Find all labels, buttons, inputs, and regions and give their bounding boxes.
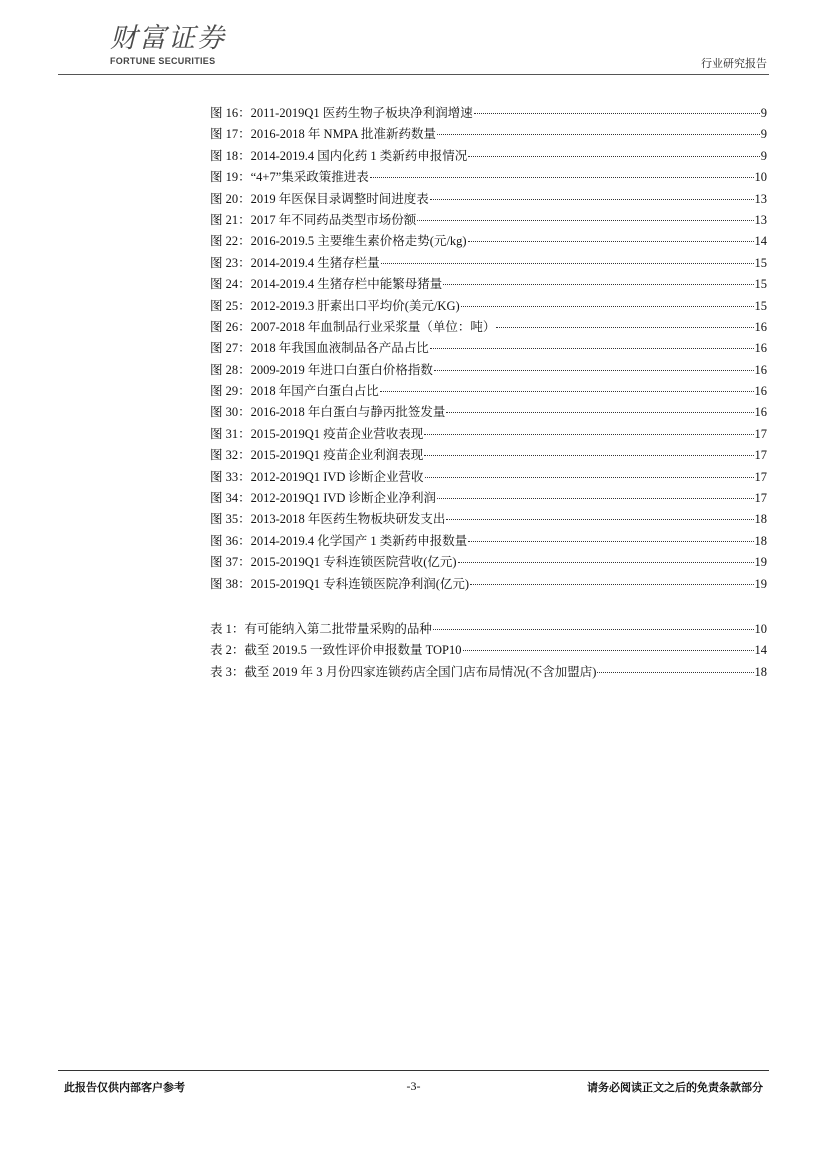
dot-leader [474,113,760,114]
tables-toc-list [210,619,767,683]
figure-toc-entry[interactable] [210,574,767,595]
toc-entry-label: 图 33：2012-2019Q1 IVD 诊断企业营收 [210,469,424,484]
figure-toc-entry[interactable] [210,124,767,145]
dot-leader [443,284,753,285]
figure-toc-entry[interactable] [210,509,767,530]
dot-leader [437,134,760,135]
header-divider [58,74,769,75]
toc-entry-label: 表 3：截至 2019 年 3 月份四家连锁药店全国门店布局情况(不含加盟店) [210,664,597,679]
toc-entry-label: 图 18：2014-2019.4 国内化药 1 类新药申报情况 [210,148,468,163]
toc-entry-label: 图 25：2012-2019.3 肝素出口平均价(美元/KG) [210,298,460,313]
report-type-label: 行业研究报告 [701,57,767,70]
toc-entry-label: 图 17：2016-2018 年 NMPA 批准新药数量 [210,127,436,142]
toc-entry-label: 图 37：2015-2019Q1 专科连锁医院营收(亿元) [210,555,457,570]
toc-entry-label: 图 16：2011-2019Q1 医药生物子板块净利润增速 [210,106,473,120]
dot-leader [468,541,753,542]
figure-toc-entry[interactable] [210,296,767,317]
footer-divider [58,1070,769,1071]
dot-leader [470,584,753,585]
figure-toc-entry[interactable] [210,402,767,423]
toc-entry-label: 表 2：截至 2019.5 一致性评价申报数量 TOP10 [210,643,462,658]
logo-chinese-text: 财富证券 [110,23,226,54]
dot-leader [461,306,754,307]
figure-toc-entry[interactable] [210,317,767,338]
toc-entry-page-number: 15 [754,255,767,270]
toc-entry-page-number: 9 [760,127,767,142]
footer-disclaimer-left: 此报告仅供内部客户参考 [64,1081,185,1094]
toc-entry-label: 图 36：2014-2019.4 化学国产 1 类新药申报数量 [210,533,468,548]
figure-toc-entry[interactable] [210,189,767,210]
toc-entry-label: 图 21：2017 年不同药品类型市场份额 [210,212,417,227]
dot-leader [380,391,754,392]
toc-entry-label: 图 19：“4+7”集采政策推进表 [210,170,369,185]
figure-toc-entry[interactable] [210,360,767,381]
figure-toc-entry[interactable] [210,381,767,402]
toc-entry-label: 图 32：2015-2019Q1 疫苗企业利润表现 [210,448,424,463]
figure-toc-entry[interactable] [210,467,767,488]
toc-entry-label: 图 20：2019 年医保目录调整时间进度表 [210,191,429,206]
toc-entry-page-number: 13 [754,212,767,227]
toc-entry-page-number: 15 [754,277,767,292]
toc-entry-page-number: 18 [754,512,767,527]
toc-entry-page-number: 10 [754,170,767,185]
toc-entry-page-number: 16 [754,319,767,334]
figure-toc-entry[interactable] [210,338,767,359]
toc-entry-label: 图 22：2016-2019.5 主要维生素价格走势(元/kg) [210,234,467,249]
dot-leader [424,455,753,456]
figure-toc-entry[interactable] [210,253,767,274]
dot-leader [425,477,754,478]
toc-entry-label: 表 1：有可能纳入第二批带量采购的品种 [210,622,432,636]
figure-toc-entry[interactable] [210,424,767,445]
table-toc-entry[interactable] [210,619,767,640]
dot-leader [424,434,753,435]
figure-toc-entry[interactable] [210,531,767,552]
page-number: -3- [406,1079,421,1093]
footer-disclaimer-right: 请务必阅读正文之后的免责条款部分 [587,1081,763,1094]
toc-entry-label: 图 29：2018 年国产白蛋白占比 [210,384,379,399]
toc-entry-label: 图 23：2014-2019.4 生猪存栏量 [210,255,380,270]
toc-entry-page-number: 13 [754,191,767,206]
dot-leader [437,498,753,499]
figure-toc-entry[interactable] [210,146,767,167]
toc-entry-page-number: 14 [754,643,767,658]
figure-toc-entry[interactable] [210,552,767,573]
table-toc-entry[interactable] [210,662,767,683]
toc-entry-page-number: 16 [754,405,767,420]
dot-leader [458,562,754,563]
toc-entry-label: 图 28：2009-2019 年进口白蛋白价格指数 [210,362,433,377]
toc-entry-page-number: 9 [760,106,767,120]
table-toc-entry[interactable] [210,640,767,661]
figure-toc-entry[interactable] [210,274,767,295]
dot-leader [597,672,753,673]
dot-leader [370,177,754,178]
figure-toc-entry[interactable] [210,488,767,509]
figure-toc-entry[interactable] [210,231,767,252]
toc-entry-label: 图 35：2013-2018 年医药生物板块研发支出 [210,512,446,527]
toc-entry-page-number: 17 [754,448,767,463]
figure-toc-entry[interactable] [210,445,767,466]
toc-entry-page-number: 19 [754,555,767,570]
toc-entry-label: 图 34：2012-2019Q1 IVD 诊断企业净利润 [210,491,437,506]
toc-entry-page-number: 16 [754,362,767,377]
logo-english-text: FORTUNE SECURITIES [110,56,216,66]
dot-leader [446,519,753,520]
dot-leader [446,412,753,413]
toc-entry-page-number: 14 [754,234,767,249]
dot-leader [468,156,759,157]
figure-toc-entry[interactable] [210,103,767,124]
figures-toc-list [210,103,767,595]
toc-entry-label: 图 31：2015-2019Q1 疫苗企业营收表现 [210,426,424,441]
toc-entry-page-number: 18 [754,533,767,548]
dot-leader [417,220,753,221]
toc-entry-label: 图 27：2018 年我国血液制品各产品占比 [210,341,429,356]
dot-leader [434,370,754,371]
toc-entry-page-number: 16 [754,341,767,356]
toc-entry-label: 图 30：2016-2018 年白蛋白与静丙批签发量 [210,405,446,420]
dot-leader [468,241,754,242]
dot-leader [496,327,753,328]
toc-entry-page-number: 10 [754,622,767,636]
dot-leader [381,263,754,264]
toc-entry-page-number: 18 [754,664,767,679]
company-logo [110,24,226,66]
figure-toc-entry[interactable] [210,167,767,188]
toc-entry-page-number: 17 [754,469,767,484]
dot-leader [463,650,754,651]
dot-leader [430,348,754,349]
dot-leader [430,199,754,200]
toc-entry-page-number: 9 [760,148,767,163]
toc-entry-page-number: 19 [754,576,767,591]
dot-leader [433,629,754,630]
toc-entry-page-number: 15 [754,298,767,313]
toc-entry-page-number: 17 [754,491,767,506]
figure-toc-entry[interactable] [210,210,767,231]
toc-entry-label: 图 38：2015-2019Q1 专科连锁医院净利润(亿元) [210,576,470,591]
toc-entry-label: 图 24：2014-2019.4 生猪存栏中能繁母猪量 [210,277,443,292]
toc-entry-page-number: 16 [754,384,767,399]
toc-entry-page-number: 17 [754,426,767,441]
toc-entry-label: 图 26：2007-2018 年血制品行业采浆量（单位：吨） [210,319,496,334]
